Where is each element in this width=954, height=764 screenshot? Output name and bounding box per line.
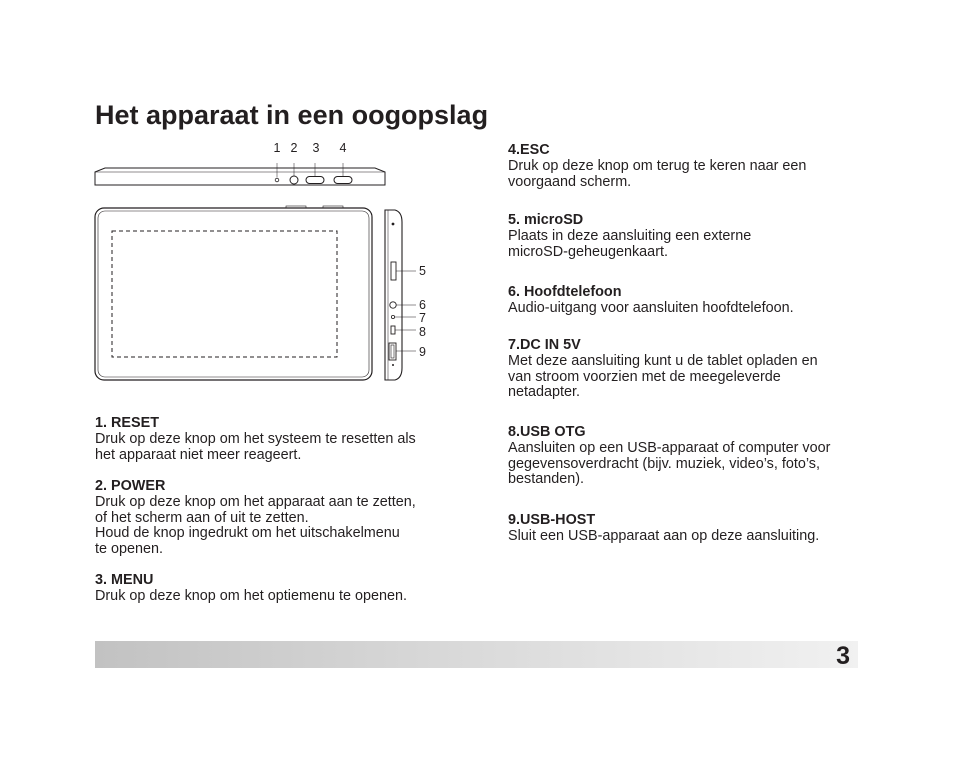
- section-heading: 2. POWER: [95, 478, 166, 494]
- section-heading: 5. microSD: [508, 212, 584, 228]
- section-power: [95, 479, 416, 558]
- section-body: Plaats in deze aansluiting een externe microSD-geheugenkaart.: [508, 227, 752, 260]
- section-body: Aansluiten op een USB-apparaat of computer voor gegevensoverdracht (bijv. muziek, video’s, foto’s, bestanden).: [508, 439, 831, 488]
- section-heading: 7.DC IN 5V: [508, 337, 581, 353]
- section-dc-in: [508, 338, 818, 401]
- label-1: 1: [273, 141, 281, 155]
- label-4: 4: [339, 141, 347, 155]
- section-heading: 3. MENU: [95, 572, 154, 588]
- label-7: 7: [419, 311, 426, 325]
- section-heading: 1. RESET: [95, 415, 159, 431]
- section-heading: 6. Hoofdtelefoon: [508, 284, 622, 300]
- section-body: Druk op deze knop om het systeem te resetten als het apparaat niet meer reageert.: [95, 430, 416, 463]
- page-number: 3: [836, 642, 850, 670]
- label-5: 5: [419, 264, 426, 278]
- section-body: Met deze aansluiting kunt u de tablet opladen en van stroom voorzien met de meegeleverde netadapter.: [508, 352, 818, 401]
- section-microsd: [508, 213, 751, 260]
- page-title: Het apparaat in een oogopslag: [95, 100, 489, 130]
- section-body: Druk op deze knop om het optiemenu te openen.: [95, 587, 408, 604]
- label-8: 8: [419, 325, 426, 339]
- section-body: Druk op deze knop om terug te keren naar een voorgaand scherm.: [508, 157, 807, 190]
- device-diagram: [90, 136, 430, 386]
- section-body: Druk op deze knop om het apparaat aan te zetten, of het scherm aan of uit te zetten. Houd de knop ingedrukt om het uitschakelmenu te openen.: [95, 493, 416, 558]
- section-reset: [95, 416, 416, 463]
- section-usb-otg: [508, 425, 830, 488]
- section-menu: [95, 573, 407, 605]
- section-heading: 9.USB-HOST: [508, 512, 596, 528]
- section-headphone: [508, 285, 794, 317]
- label-6: 6: [419, 298, 426, 312]
- section-usb-host: [508, 513, 819, 545]
- section-heading: 4.ESC: [508, 142, 550, 158]
- tablet-top-view: [95, 141, 385, 185]
- label-2: 2: [290, 141, 298, 155]
- tablet-front-view: [95, 206, 372, 380]
- label-3: 3: [312, 141, 320, 155]
- tablet-side-view: [385, 210, 426, 380]
- section-body: Sluit een USB-apparaat aan op deze aansluiting.: [508, 527, 820, 544]
- section-body: Audio-uitgang voor aansluiten hoofdtelefoon.: [508, 299, 794, 316]
- footer-bar: [95, 641, 858, 668]
- label-9: 9: [419, 345, 426, 359]
- section-heading: 8.USB OTG: [508, 424, 586, 440]
- section-esc: [508, 143, 806, 190]
